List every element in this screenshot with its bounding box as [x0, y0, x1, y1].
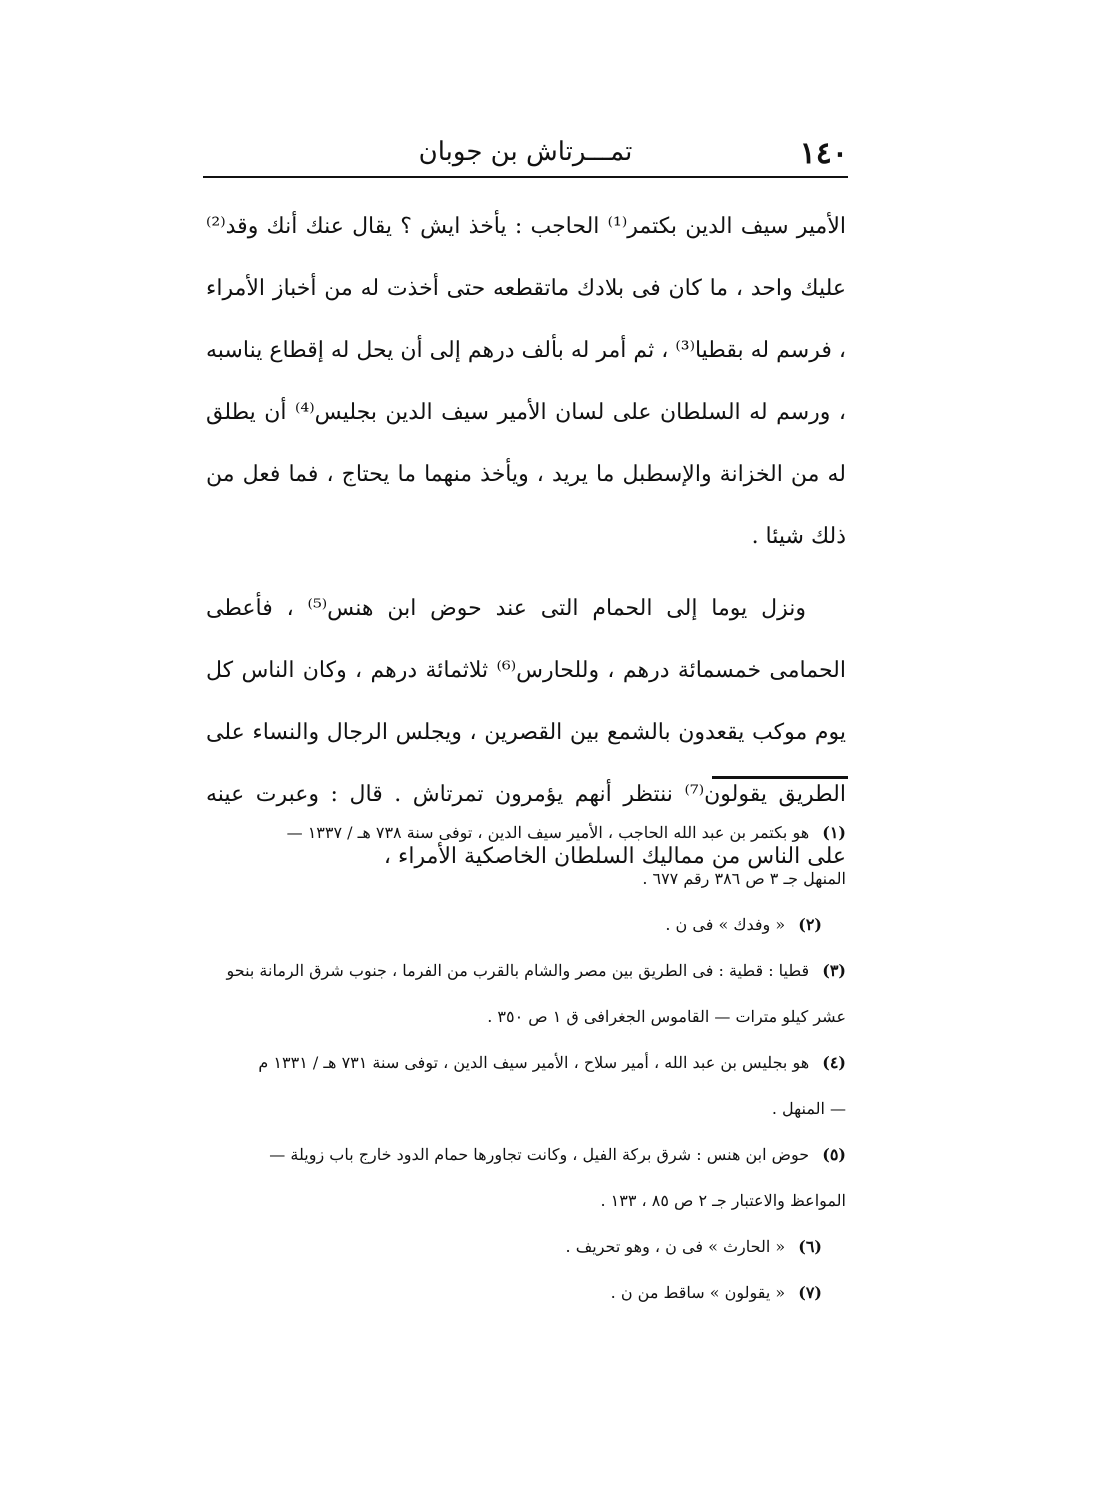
footnote-5 — [206, 1132, 846, 1224]
footnote-3 — [206, 948, 846, 1040]
footnote-1 — [206, 810, 846, 902]
footnote-7 — [206, 1270, 846, 1316]
footnote-continuation: — المنهل . — [771, 1099, 846, 1118]
footnote-2 — [206, 902, 846, 948]
header-rule — [203, 176, 848, 178]
footnote-number: (١) — [822, 823, 846, 842]
footnote-continuation: عشر كيلو مترات — القاموس الجغرافى ق ١ ص ٣٥٠ . — [487, 1007, 846, 1026]
footnote-text: هو بجليس بن عبد الله ، أمير سلاح ، الأمير سيف الدين ، توفى سنة ٧٣١ هـ / ١٣٣١ م — [258, 1053, 810, 1072]
footnote-text: قطيا : قطية : فى الطريق بين مصر والشام بالقرب من الفرما ، جنوب شرق الرمانة بنحو — [226, 961, 810, 980]
footnote-number: (٣) — [822, 961, 846, 980]
footnote-text: « وفدك » فى ن . — [665, 915, 786, 934]
footnote-number: (٥) — [822, 1145, 846, 1164]
footnote-number: (٤) — [822, 1053, 846, 1072]
footnotes — [206, 810, 846, 1316]
page-header — [203, 128, 848, 176]
footnote-number: (٢) — [798, 915, 822, 934]
footnote-number: (٦) — [798, 1237, 822, 1256]
footnote-text: « الحارث » فى ن ، وهو تحريف . — [565, 1237, 786, 1256]
footnote-6 — [206, 1224, 846, 1270]
footnote-4 — [206, 1040, 846, 1132]
footnote-continuation: المنهل جـ ٣ ص ٣٨٦ رقم ٦٧٧ . — [642, 869, 846, 888]
running-title: تمـــرتاش بن جوبان — [418, 137, 633, 167]
footnote-number: (٧) — [798, 1283, 822, 1302]
footnote-continuation: المواعظ والاعتبار جـ ٢ ص ٨٥ ، ١٣٣ . — [600, 1191, 846, 1210]
main-text — [206, 196, 846, 888]
footnote-text: هو بكتمر بن عبد الله الحاجب ، الأمير سيف الدين ، توفى سنة ٧٣٨ هـ / ١٣٣٧ — — [286, 823, 810, 842]
page-number: ١٤٠ — [799, 136, 848, 171]
paragraph-1: الأمير سيف الدين بكتمر⁽¹⁾ الحاجب : يأخذ ايش ؟ يقال عنك أنك وقد⁽²⁾ عليك واحد ، ما كان فى بلادك ماتقطعه حتى أخذت له من أخباز الأمراء ، فرسم له بقطيا⁽³⁾ ، ثم أمر له بألف درهم إلى أن يحل له إقطاع يناسبه ، ورسم له السلطان على لسان الأمير سيف الدين بجليس⁽⁴⁾ أن يطلق له من الخزانة والإسطبل ما يريد ، ويأخذ منهما ما يحتاج ، فما فعل من ذلك شيئا . — [206, 214, 846, 549]
footnote-text: « يقولون » ساقط من ن . — [610, 1283, 786, 1302]
footnote-separator — [712, 776, 848, 779]
footnote-text: حوض ابن هنس : شرق بركة الفيل ، وكانت تجاورها حمام الدود خارج باب زويلة — — [269, 1145, 810, 1164]
paragraph-2: ونزل يوما إلى الحمام التى عند حوض ابن هنس⁽⁵⁾ ، فأعطى الحمامى خمسمائة درهم ، وللحارس⁽⁶⁾ ثلاثمائة درهم ، وكان الناس كل يوم موكب يقعدون بالشمع بين القصرين ، ويجلس الرجال والنساء على الطريق يقولون⁽⁷⁾ ننتظر أنهم يؤمرون تمرتاش . قال : وعبرت عينه على الناس من مماليك السلطان الخاصكية الأمراء ، — [206, 596, 847, 869]
